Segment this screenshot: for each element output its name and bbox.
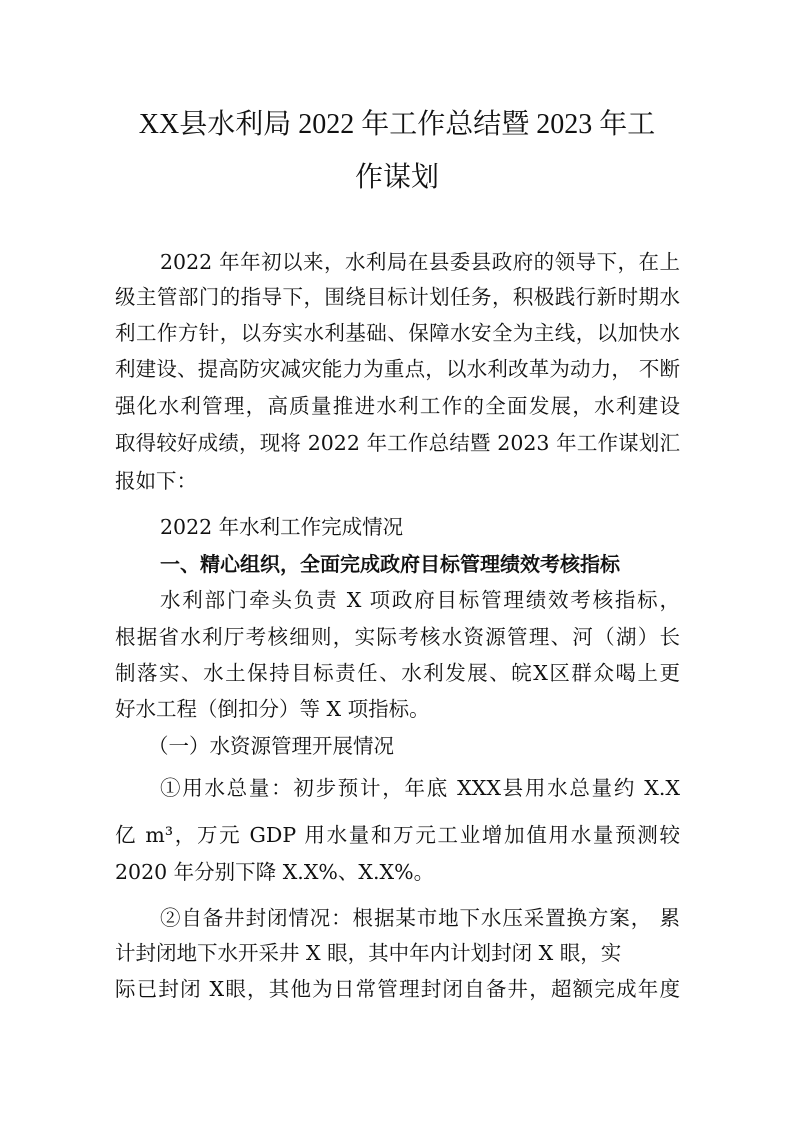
text-line: 2022 年年初以来，水利局在县委县政府的领导下，在上 — [160, 250, 680, 274]
subheading-1: （一）水资源管理开展情况 — [148, 734, 394, 758]
text-line: 计封闭地下水开采井 X 眼，其中年内计划封闭 X 眼，实 — [115, 941, 622, 965]
text-line: 水利部门牵头负责 X 项政府目标管理绩效考核指标， — [160, 588, 680, 612]
text-line: ②自备井封闭情况：根据某市地下水压采置换方案， 累 — [160, 906, 680, 930]
section-label: 2022 年水利工作完成情况 — [160, 515, 404, 539]
text-line: 强化水利管理，高质量推进水利工作的全面发展，水利建设 — [115, 394, 680, 418]
text-line: 取得较好成绩，现将 2022 年工作总结暨 2023 年工作谋划汇 — [115, 431, 680, 455]
text-line: 级主管部门的指导下，围绕目标计划任务，积极践行新时期水 — [115, 285, 680, 309]
text-line: 根据省水利厅考核细则，实际考核水资源管理、河（湖）长 — [115, 625, 680, 649]
heading-1: 一、精心组织，全面完成政府目标管理绩效考核指标 — [160, 552, 620, 576]
title-line-1: XX县水利局 2022 年工作总结暨 2023 年工 — [138, 109, 656, 140]
text-line: 好水工程（倒扣分）等 X 项指标。 — [115, 697, 430, 721]
text-line: 制落实、水土保持目标责任、水利发展、皖X区群众喝上更 — [115, 661, 680, 685]
text-line: 2020 年分别下降 X.X%、X.X%。 — [115, 860, 435, 884]
text-line: 利建设、提高防灾减灾能力为重点，以水利改革为动力， 不断 — [115, 357, 680, 381]
text-line: 际已封闭 X眼，其他为日常管理封闭自备井，超额完成年度 — [115, 977, 680, 1001]
text-line: 亿 m³，万元 GDP 用水量和万元工业增加值用水量预测较 — [115, 823, 680, 847]
title-line-2: 作谋划 — [354, 162, 439, 193]
text-line: 报如下： — [115, 469, 197, 493]
text-line: ①用水总量：初步预计，年底 XXX县用水总量约 X.X — [160, 776, 680, 800]
text-line: 利工作方针，以夯实水利基础、保障水安全为主线，以加快水 — [115, 321, 680, 345]
